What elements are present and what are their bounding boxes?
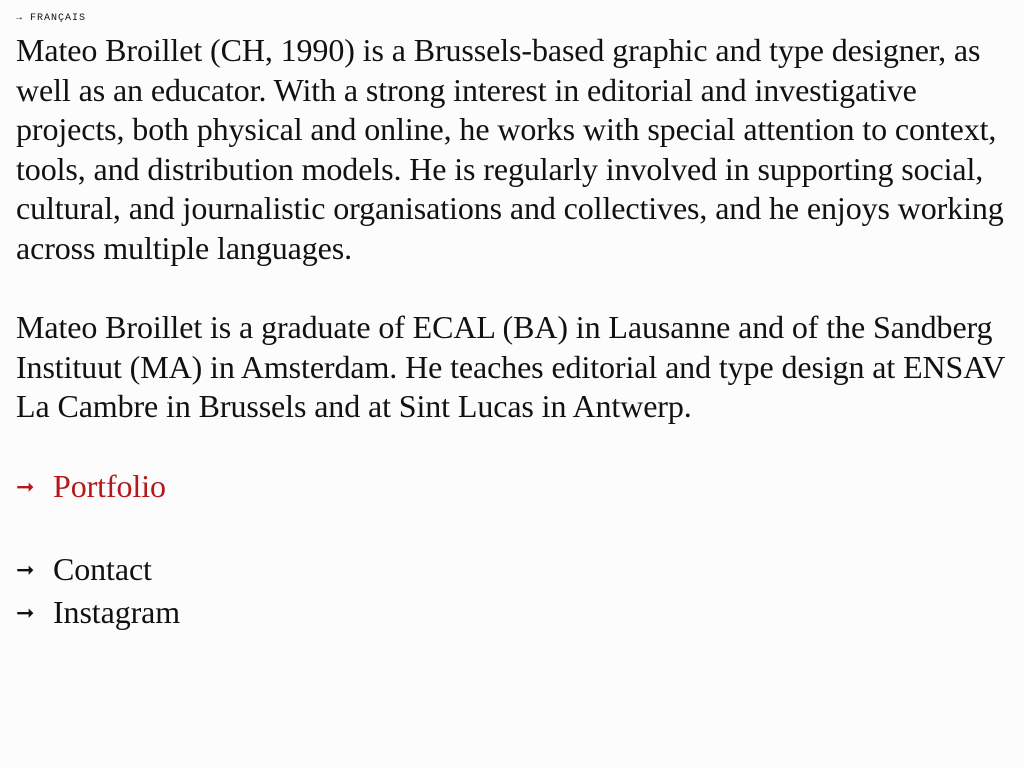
spacer — [16, 510, 1016, 550]
bio-paragraph-1: Mateo Broillet (CH, 1990) is a Brussels-based graphic and type designer, as well as an educator. With a strong interest in editorial and investigative projects, both physical and online, he works with special attention to context, tools, and distribution models. He is regularly involved in supporting social, cultural, and journalistic organisations and collectives, and he enjoys working across multiple languages. — [16, 32, 1004, 266]
main-content — [16, 31, 1016, 637]
portfolio-link-label: Portfolio — [53, 467, 166, 504]
arrow-right-icon: ➞ — [16, 557, 35, 583]
arrow-right-icon: ➞ — [16, 474, 35, 500]
bio-paragraph-2: Mateo Broillet is a graduate of ECAL (BA) in Lausanne and of the Sandberg Instituut (MA) in Amsterdam. He teaches editorial and type design at ENSAV La Cambre in Brussels and at Sint Lucas in Antwerp. — [16, 309, 1005, 425]
language-switch-link[interactable]: → FRANÇAIS — [16, 13, 87, 24]
portfolio-link[interactable] — [16, 467, 1016, 511]
spacer — [16, 427, 1016, 467]
spacer — [16, 269, 1016, 309]
instagram-link[interactable] — [16, 593, 1016, 637]
contact-link-label: Contact — [53, 550, 152, 587]
instagram-link-label: Instagram — [53, 594, 181, 631]
contact-link[interactable] — [16, 550, 1016, 594]
arrow-right-icon: ➞ — [16, 601, 35, 627]
